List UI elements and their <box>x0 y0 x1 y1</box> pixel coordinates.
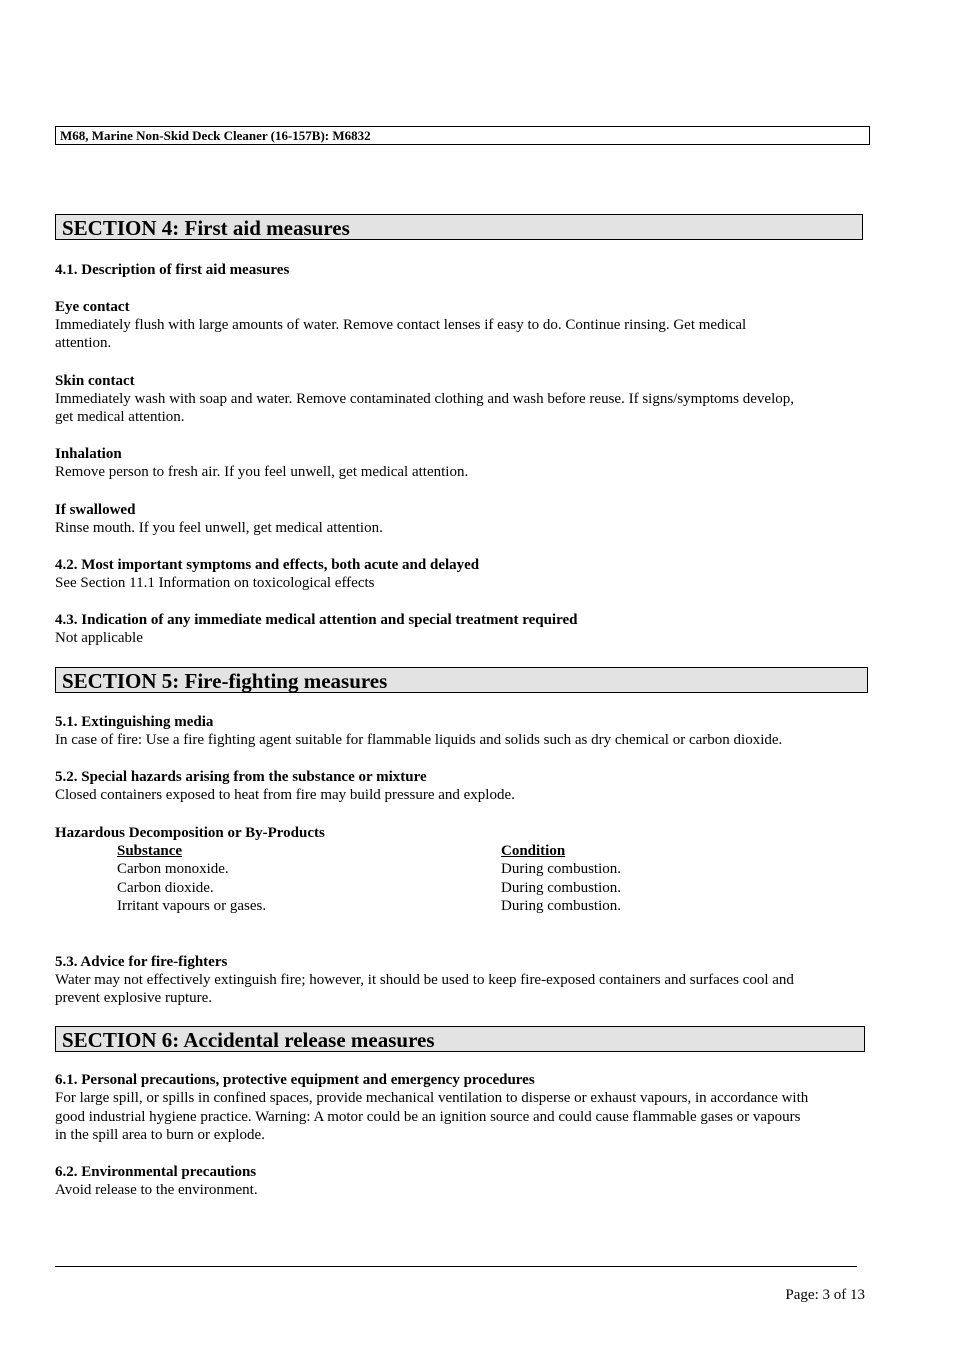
subsection-5-1-text: In case of fire: Use a fire fighting agent suitable for flammable liquids and solids such as dry chemical or carbon dioxide. <box>55 732 783 748</box>
subsection-5-2-text: Closed containers exposed to heat from fire may build pressure and explode. <box>55 787 515 803</box>
subsection-4-3-heading: 4.3. Indication of any immediate medical attention and special treatment required <box>55 612 578 628</box>
footer-divider <box>55 1266 857 1267</box>
if-swallowed-text: Rinse mouth. If you feel unwell, get medical attention. <box>55 520 383 536</box>
subsection-5-3-text-line-1: Water may not effectively extinguish fire; however, it should be used to keep fire-exposed containers and surfaces cool and <box>55 972 794 988</box>
if-swallowed-heading: If swallowed <box>55 502 136 518</box>
subsection-4-1-heading: 4.1. Description of first aid measures <box>55 262 290 278</box>
inhalation-text: Remove person to fresh air. If you feel unwell, get medical attention. <box>55 464 469 480</box>
substance-cell: Carbon dioxide. <box>117 880 214 896</box>
substance-cell: Carbon monoxide. <box>117 861 229 877</box>
subsection-6-2-heading: 6.2. Environmental precautions <box>55 1164 257 1180</box>
subsection-5-2-heading: 5.2. Special hazards arising from the substance or mixture <box>55 769 427 785</box>
subsection-5-3-heading: 5.3. Advice for fire-fighters <box>55 954 228 970</box>
eye-contact-heading: Eye contact <box>55 299 130 315</box>
document-header: M68, Marine Non-Skid Deck Cleaner (16-157B): M6832 <box>55 126 870 145</box>
condition-column-header: Condition <box>501 843 566 859</box>
section-4-title: SECTION 4: First aid measures <box>55 214 863 240</box>
condition-cell: During combustion. <box>501 880 621 896</box>
subsection-4-3-text: Not applicable <box>55 630 143 646</box>
section-6-title: SECTION 6: Accidental release measures <box>55 1026 865 1052</box>
page-number: Page: 3 of 13 <box>785 1287 865 1303</box>
skin-contact-text-line-2: get medical attention. <box>55 409 185 425</box>
subsection-6-1-text-line-3: in the spill area to burn or explode. <box>55 1127 265 1143</box>
condition-cell: During combustion. <box>501 861 621 877</box>
skin-contact-text-line-1: Immediately wash with soap and water. Remove contaminated clothing and wash before reuse. If signs/symptoms develop, <box>55 391 794 407</box>
subsection-6-1-text-line-2: good industrial hygiene practice. Warning: A motor could be an ignition source and could cause flammable gases or vapours <box>55 1109 801 1125</box>
skin-contact-heading: Skin contact <box>55 373 135 389</box>
hazardous-decomposition-heading: Hazardous Decomposition or By-Products <box>55 825 325 841</box>
eye-contact-text-line-2: attention. <box>55 335 112 351</box>
substance-column-header: Substance <box>117 843 183 859</box>
condition-cell: During combustion. <box>501 898 621 914</box>
inhalation-heading: Inhalation <box>55 446 122 462</box>
subsection-4-2-text: See Section 11.1 Information on toxicological effects <box>55 575 375 591</box>
subsection-5-3-text-line-2: prevent explosive rupture. <box>55 990 213 1006</box>
subsection-6-1-heading: 6.1. Personal precautions, protective equipment and emergency procedures <box>55 1072 535 1088</box>
subsection-6-1-text-line-1: For large spill, or spills in confined spaces, provide mechanical ventilation to disperse or exhaust vapours, in accordance with <box>55 1090 809 1106</box>
eye-contact-text-line-1: Immediately flush with large amounts of water. Remove contact lenses if easy to do. Continue rinsing. Get medical <box>55 317 747 333</box>
section-5-title: SECTION 5: Fire-fighting measures <box>55 667 868 693</box>
subsection-6-2-text: Avoid release to the environment. <box>55 1182 258 1198</box>
subsection-4-2-heading: 4.2. Most important symptoms and effects, both acute and delayed <box>55 557 480 573</box>
subsection-5-1-heading: 5.1. Extinguishing media <box>55 714 214 730</box>
substance-cell: Irritant vapours or gases. <box>117 898 267 914</box>
